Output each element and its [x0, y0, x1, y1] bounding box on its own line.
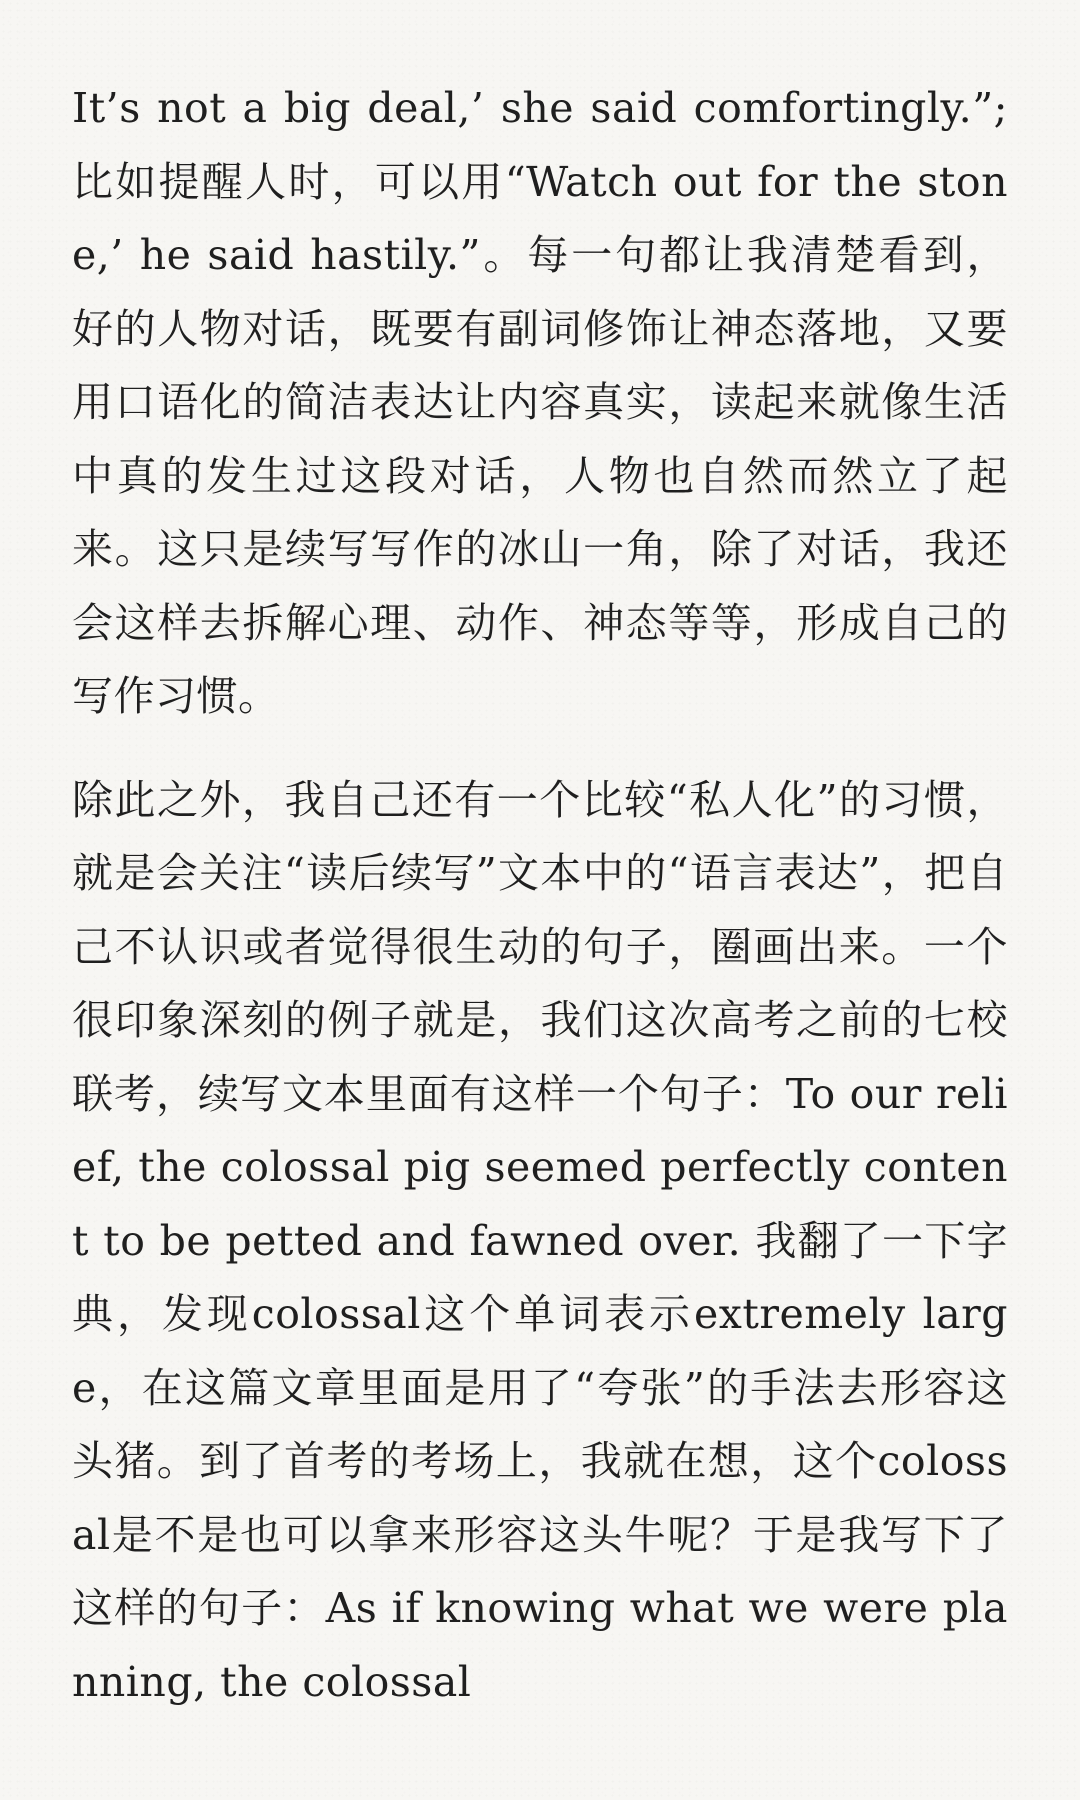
paragraph-language-habit: 除此之外，我自己还有一个比较“私人化”的习惯，就是会关注“读后续写”文本中的“语言表达”，把自己不认识或者觉得很生动的句子，圈画出来。一个很印象深刻的例子就是，我们这次高考之前的七校联考，续写文本里面有这样一个句子：To our relief, the colossal pig seemed perfectly content to be petted and fawned over. 我翻了一下字典，发现colossal这个单词表示extremely large，在这篇文章里面是用了“夸张”的手法去形容这头猪。到了首考的考场上，我就在想，这个colossal是不是也可以拿来形容这头牛呢？于是我写下了这样的句子：As if knowing what we were planning, the colossal: [72, 775, 1008, 1706]
paragraph-dialogue-analysis: It’s not a big deal,’ she said comfortingly.”; 比如提醒人时，可以用“Watch out for the stone,’ he said hastily.”。每一句都让我清楚看到，好的人物对话，既要有副词修饰让神态落地，又要用口语化的简洁表达让内容真实，读起来就像生活中真的发生过这段对话，人物也自然而然立了起来。这只是续写写作的冰山一角，除了对话，我还会这样去拆解心理、动作、神态等等，形成自己的写作习惯。: [72, 84, 1008, 720]
